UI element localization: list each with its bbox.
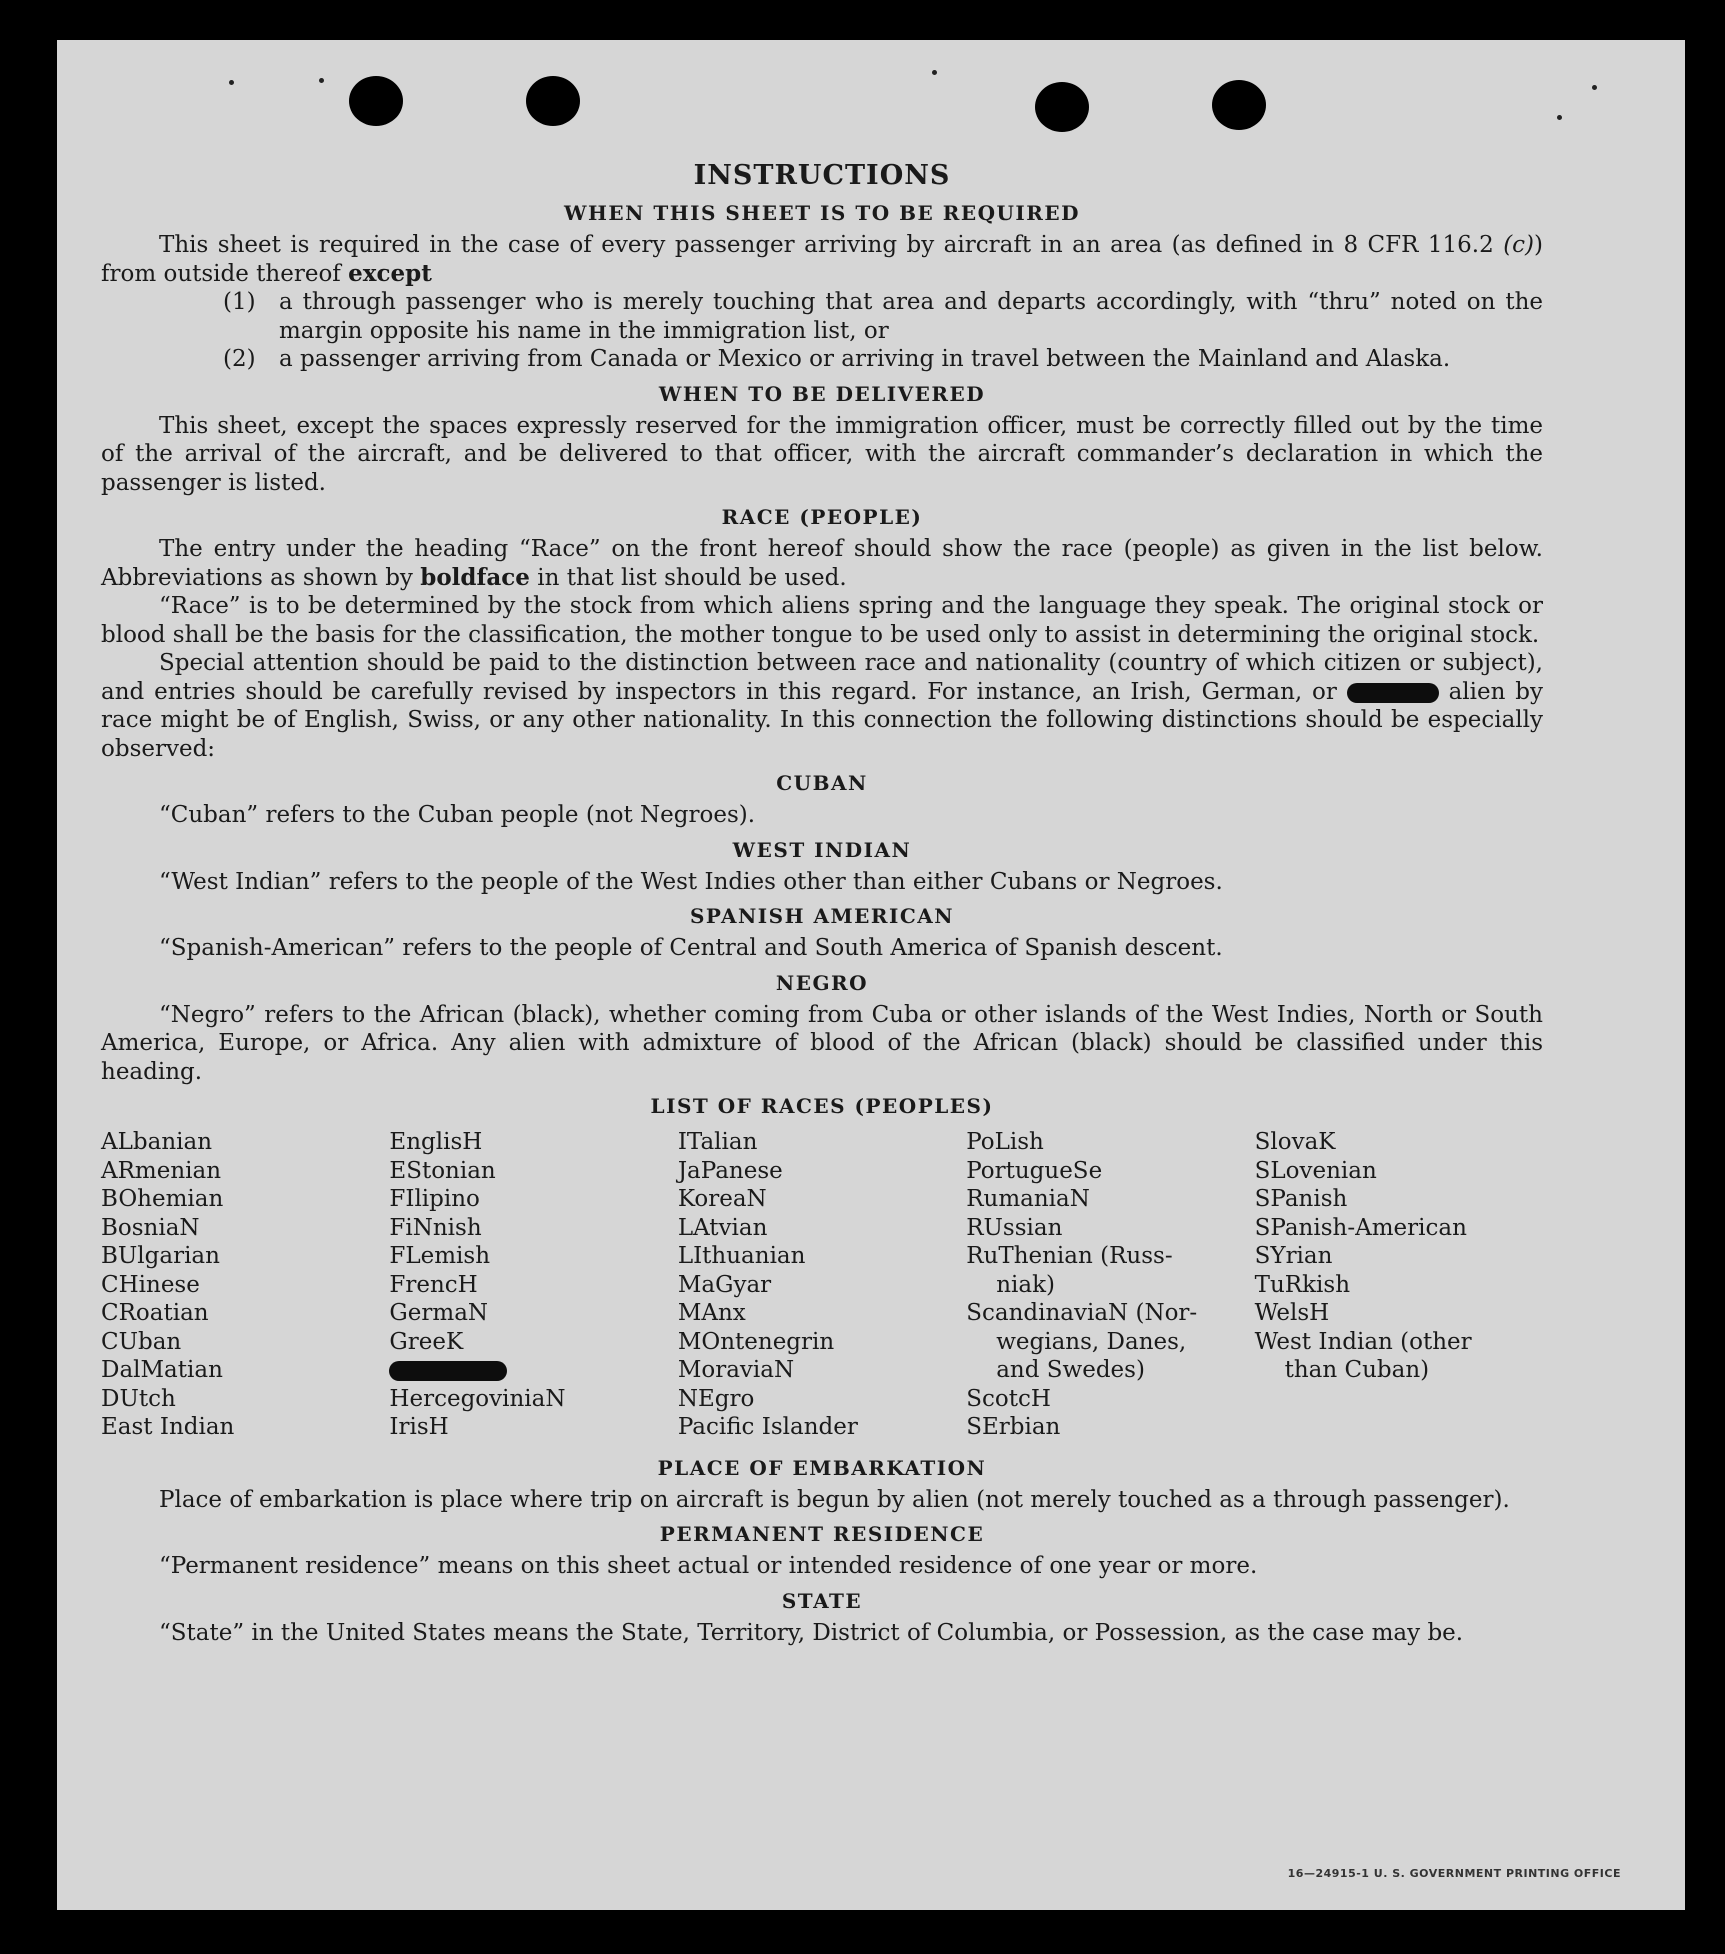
race-entry: SErbian [966, 1414, 1061, 1440]
printing-office-code: 16—24915-1 U. S. GOVERNMENT PRINTING OFFICE [1287, 1867, 1621, 1880]
race-entry: SPanish-American [1254, 1214, 1467, 1241]
race-entry: GermaN [389, 1300, 489, 1326]
race-entry: ITalian [677, 1129, 758, 1155]
heading-embarkation: PLACE OF EMBARKATION [657, 1455, 987, 1480]
race-entry: EStonian [389, 1157, 496, 1184]
residence-text: “Permanent residence” means on this sheet actual or intended residence of one year or more. [159, 1553, 1258, 1579]
race-entry-continued: niak) [996, 1271, 1056, 1298]
race-entry: MaGyar [677, 1271, 772, 1298]
race-entry: LAtvian [677, 1214, 768, 1241]
west-indian-text: “West Indian” refers to the people of the West Indies other than either Cubans or Negroes. [159, 868, 1223, 895]
speck [1592, 85, 1597, 90]
race-entry: TuRkish [1254, 1271, 1351, 1298]
race-entry: CRoatian [101, 1300, 209, 1326]
spanish-american-text: “Spanish-American” refers to the people of Central and South America of Spanish descent. [159, 935, 1223, 961]
race-entry: JaPanese [677, 1157, 783, 1184]
punch-hole [1212, 80, 1266, 130]
redaction-mark [389, 1361, 507, 1381]
heading-delivered: WHEN TO BE DELIVERED [658, 381, 986, 406]
race-entry: Pacific Islander [677, 1414, 858, 1440]
embarkation-text: Place of embarkation is place where trip on aircraft is begun by alien (not merely touched as a through passenger). [159, 1486, 1510, 1513]
negro-text: “Negro” refers to the African (black), whether coming from Cuba or other islands of the West Indies, North or South America, Europe, or Africa. Any alien with admixture of blood of the African (black) should be classified under this heading. [101, 1001, 1543, 1085]
race-entry: RumaniaN [966, 1186, 1090, 1212]
race-paragraph-1: The entry under the heading “Race” on the front hereof should show the race (people) as given in the list below. Abbreviations as shown by boldface in that list should be used. [101, 536, 1543, 591]
punch-hole [349, 76, 403, 126]
race-entry: WelsH [1254, 1300, 1330, 1326]
required-intro: This sheet is required in the case of every passenger arriving by aircraft in an area (as defined in 8 CFR 116.2 (c)) from outside thereof except [101, 232, 1543, 287]
race-entry: DalMatian [101, 1357, 223, 1383]
race-entry: MoraviaN [677, 1357, 795, 1383]
race-entry: NEgro [677, 1385, 755, 1412]
race-entry: FIlipino [389, 1186, 480, 1212]
race-entry: CUban [101, 1328, 182, 1355]
race-entry: SlovaK [1254, 1129, 1336, 1155]
race-entry: SYrian [1254, 1243, 1333, 1269]
race-entry: RuThenian (Russ- [966, 1243, 1173, 1269]
races-column-1 [101, 1128, 389, 1442]
race-entry: ScotcH [966, 1385, 1051, 1412]
speck [229, 80, 234, 85]
race-entry: SPanish [1254, 1186, 1348, 1212]
race-entry: BUlgarian [101, 1243, 220, 1269]
heading-spanish-american: SPANISH AMERICAN [689, 904, 955, 928]
heading-permanent-residence: PERMANENT RESIDENCE [659, 1522, 985, 1546]
race-entry-continued: and Swedes) [996, 1357, 1145, 1383]
race-entry: BOhemian [101, 1186, 224, 1212]
required-item-2: (2) a passenger arriving from Canada or Mexico or arriving in travel between the Mainland and Alaska. [223, 346, 1451, 372]
cuban-text: “Cuban” refers to the Cuban people (not Negroes). [159, 802, 756, 828]
race-entry: East Indian [101, 1414, 235, 1440]
races-column-2 [389, 1128, 677, 1442]
race-entry: PoLish [966, 1129, 1044, 1155]
heading-list-of-races: LIST OF RACES (PEOPLES) [650, 1094, 994, 1118]
race-entry: LIthuanian [677, 1243, 806, 1269]
race-entry: BosniaN [101, 1214, 200, 1241]
race-entry: RUssian [966, 1214, 1063, 1241]
race-entry: FrencH [389, 1271, 478, 1298]
document-sheet [57, 40, 1685, 1910]
race-entry-continued: wegians, Danes, [996, 1328, 1187, 1355]
speck [319, 78, 324, 83]
instructions-body [101, 160, 1543, 1647]
races-column-5 [1255, 1128, 1543, 1442]
races-column-3 [678, 1128, 966, 1442]
race-entry: EnglisH [389, 1129, 483, 1155]
heading-cuban: CUBAN [776, 771, 868, 795]
race-entry: GreeK [389, 1328, 464, 1355]
state-text: “State” in the United States means the State, Territory, District of Columbia, or Possession, as the case may be. [159, 1619, 1464, 1646]
race-entry: PortugueSe [966, 1157, 1103, 1184]
page-title: INSTRUCTIONS [693, 160, 951, 191]
speck [1557, 115, 1562, 120]
race-entry: DUtch [101, 1385, 176, 1412]
race-paragraph-2: “Race” is to be determined by the stock from which aliens spring and the language they speak. The original stock or blood shall be the basis for the classification, the mother tongue to be used only to assist in determining the original stock. [101, 593, 1543, 648]
speck [932, 70, 937, 75]
race-entry: ScandinaviaN (Nor- [966, 1300, 1198, 1326]
race-paragraph-3: Special attention should be paid to the distinction between race and nationality (country of which citizen or subject), and entries should be carefully revised by inspectors in this regard. For instance, an Irish, German, or alien by race might be of English, Swiss, or any other nationality. In this connection the following distinctions should be especially observed: [101, 650, 1544, 762]
race-entry: KoreaN [677, 1186, 767, 1212]
heading-negro: NEGRO [775, 970, 869, 995]
punch-hole [526, 76, 580, 126]
race-entry: FLemish [389, 1243, 491, 1269]
race-entry: MOntenegrin [677, 1328, 835, 1355]
redacted-entry [389, 1356, 677, 1385]
punch-hole [1035, 82, 1089, 132]
races-column-4 [966, 1128, 1254, 1442]
race-entry: CHinese [101, 1271, 200, 1298]
delivered-text: This sheet, except the spaces expressly reserved for the immigration officer, must be correctly filled out by the time of the arrival of the aircraft, and be delivered to that officer, with the aircraft commander’s declaration in which the passenger is listed. [101, 412, 1543, 496]
heading-race: RACE (PEOPLE) [721, 505, 923, 529]
heading-state: STATE [781, 1588, 863, 1613]
race-entry-continued: than Cuban) [1284, 1357, 1430, 1383]
race-entry: ARmenian [101, 1157, 222, 1184]
race-entry: FiNnish [389, 1214, 482, 1241]
heading-required: WHEN THIS SHEET IS TO BE REQUIRED [564, 201, 1080, 225]
race-entry: West Indian (other [1254, 1328, 1472, 1355]
races-list [101, 1128, 1543, 1442]
race-entry: ALbanian [101, 1129, 213, 1155]
redaction-mark [1347, 683, 1439, 703]
heading-west-indian: WEST INDIAN [732, 837, 912, 862]
race-entry: IrisH [389, 1414, 449, 1440]
race-entry: HercegoviniaN [389, 1385, 566, 1412]
race-entry: SLovenian [1254, 1157, 1377, 1184]
race-entry: MAnx [677, 1300, 746, 1326]
required-item-1: (1) a through passenger who is merely touching that area and departs accordingly, with “thru” noted on the margin opposite his name in the immigration list, or [223, 289, 1543, 344]
